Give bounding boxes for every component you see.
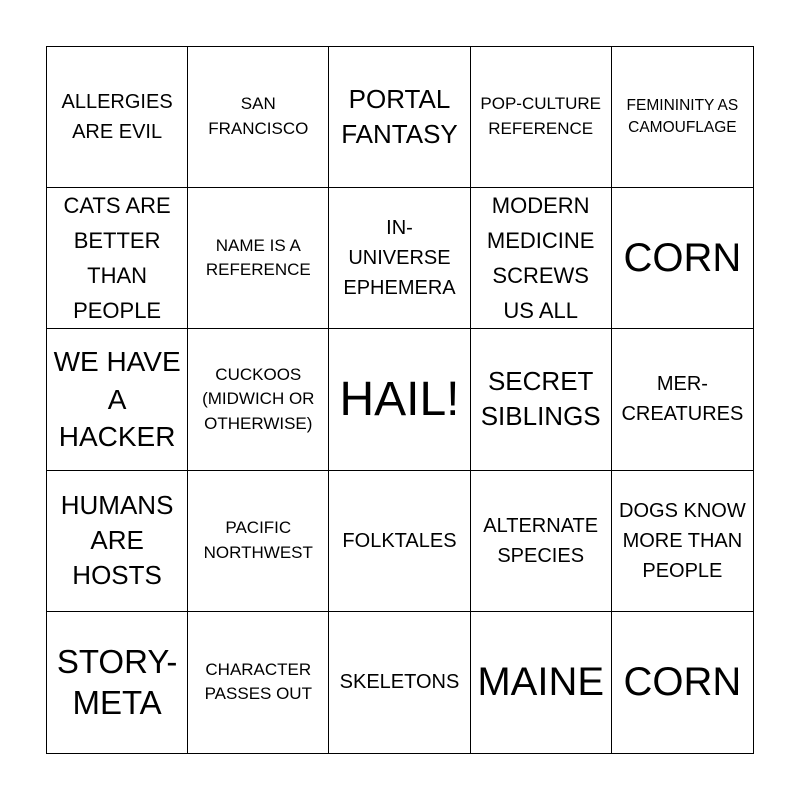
bingo-cell-19[interactable] bbox=[471, 471, 612, 612]
bingo-cell-23[interactable] bbox=[329, 612, 470, 753]
bingo-cell-10[interactable] bbox=[612, 188, 753, 329]
bingo-cell-25[interactable] bbox=[612, 612, 753, 753]
bingo-cell-label: IN-UNIVERSE EPHEMERA bbox=[343, 217, 456, 300]
bingo-cell-3[interactable] bbox=[329, 47, 470, 188]
bingo-cell-label: SKELETONS bbox=[339, 671, 460, 694]
bingo-cell-5[interactable] bbox=[612, 47, 753, 188]
bingo-cell-label: STORY-META bbox=[56, 643, 178, 722]
bingo-cell-label: CATS ARE BETTER THAN PEOPLE bbox=[63, 192, 171, 324]
bingo-cell-7[interactable] bbox=[188, 188, 329, 329]
bingo-cell-label: ALLERGIES ARE EVIL bbox=[61, 91, 173, 144]
bingo-cell-18[interactable] bbox=[329, 471, 470, 612]
bingo-cell-label: CORN bbox=[623, 660, 742, 705]
bingo-cell-label: MAINE bbox=[477, 660, 605, 705]
bingo-cell-label: CORN bbox=[623, 236, 742, 281]
bingo-cell-label: MER-CREATURES bbox=[621, 373, 744, 426]
bingo-cell-16[interactable] bbox=[47, 471, 188, 612]
bingo-cell-label: PORTAL FANTASY bbox=[341, 84, 458, 150]
bingo-cell-24[interactable] bbox=[471, 612, 612, 753]
bingo-cell-15[interactable] bbox=[612, 329, 753, 470]
bingo-cell-13[interactable] bbox=[329, 329, 470, 470]
bingo-cell-label: PACIFIC NORTHWEST bbox=[203, 518, 313, 562]
bingo-cell-20[interactable] bbox=[612, 471, 753, 612]
bingo-cell-label: DOGS KNOW MORE THAN PEOPLE bbox=[619, 499, 746, 582]
bingo-cell-label: ALTERNATE SPECIES bbox=[483, 514, 599, 567]
bingo-board bbox=[46, 46, 754, 754]
bingo-cell-4[interactable] bbox=[471, 47, 612, 188]
bingo-cell-9[interactable] bbox=[471, 188, 612, 329]
bingo-cell-label: SAN FRANCISCO bbox=[208, 94, 309, 139]
bingo-cell-22[interactable] bbox=[188, 612, 329, 753]
bingo-cell-11[interactable] bbox=[47, 329, 188, 470]
bingo-cell-label: NAME IS A REFERENCE bbox=[205, 235, 311, 280]
bingo-cell-label: CHARACTER PASSES OUT bbox=[204, 659, 312, 704]
bingo-cell-label: HAIL! bbox=[339, 372, 460, 426]
bingo-cell-6[interactable] bbox=[47, 188, 188, 329]
bingo-cell-1[interactable] bbox=[47, 47, 188, 188]
bingo-cell-label: FEMININITY AS CAMOUFLAGE bbox=[626, 97, 739, 137]
bingo-cell-label: FOLKTALES bbox=[342, 529, 457, 552]
bingo-cell-21[interactable] bbox=[47, 612, 188, 753]
bingo-cell-label: SECRET SIBLINGS bbox=[480, 366, 601, 432]
bingo-cell-label: WE HAVE A HACKER bbox=[53, 345, 181, 453]
bingo-cell-label: POP-CULTURE REFERENCE bbox=[480, 94, 601, 139]
bingo-cell-12[interactable] bbox=[188, 329, 329, 470]
bingo-cell-label: MODERN MEDICINE SCREWS US ALL bbox=[486, 192, 595, 324]
bingo-cell-label: CUCKOOS (MIDWICH OR OTHERWISE) bbox=[202, 364, 315, 433]
bingo-cell-2[interactable] bbox=[188, 47, 329, 188]
bingo-cell-14[interactable] bbox=[471, 329, 612, 470]
bingo-cell-17[interactable] bbox=[188, 471, 329, 612]
bingo-cell-8[interactable] bbox=[329, 188, 470, 329]
bingo-cell-label: HUMANS ARE HOSTS bbox=[60, 490, 174, 591]
